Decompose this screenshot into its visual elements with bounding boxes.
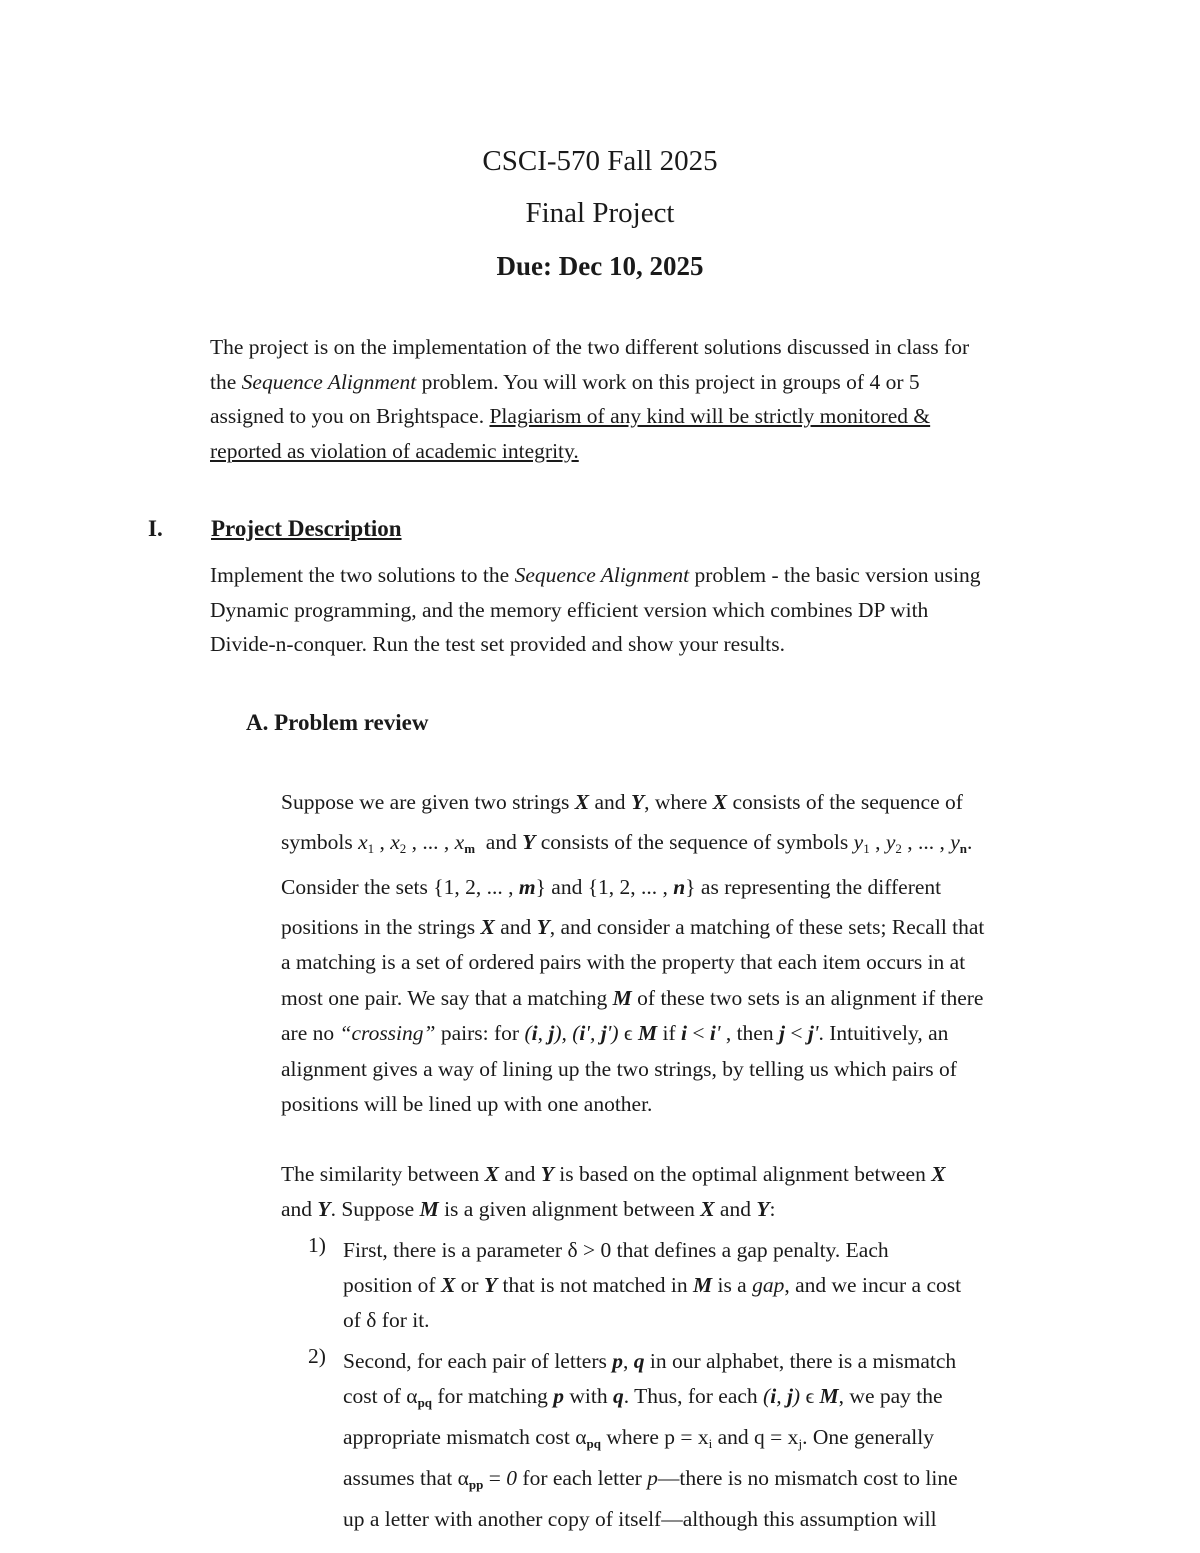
review-line: alignment gives a way of lining up the two strings, by telling us which pairs of xyxy=(281,1056,957,1081)
project-title: Final Project xyxy=(525,197,675,229)
similarity-paragraph xyxy=(281,1157,946,1227)
course-title: CSCI-570 Fall 2025 xyxy=(482,145,718,177)
review-line: Suppose we are given two strings X and Y, where X consists of the sequence of xyxy=(281,790,963,814)
list-line: appropriate mismatch cost $\alpha_{pq}$ where $p = x_i$ and $q = x_j$. One generally xyxy=(343,1425,934,1451)
list-line: assumes that $\alpha_{pp} = 0$ for each letter p—there is no mismatch cost to line xyxy=(343,1466,958,1492)
list-line: Second, for each pair of letters p, q in our alphabet, there is a mismatch xyxy=(343,1349,957,1373)
plagiarism-warning: Plagiarism of any kind will be strictly monitored & xyxy=(489,404,931,428)
review-line: are no “crossing” pairs: for (i, j), (i', j') ϵ M if i < i' , then j < j'. Intuitively, an xyxy=(281,1021,949,1045)
review-line: positions will be lined up with one another. xyxy=(281,1092,653,1116)
intro-line: the Sequence Alignment problem. You will work on this project in groups of 4 or 5 xyxy=(210,369,920,394)
list-line: up a letter with another copy of itself—although this assumption will xyxy=(343,1507,937,1531)
desc-line: Dynamic programming, and the memory efficient version which combines DP with xyxy=(210,597,929,622)
review-paragraph xyxy=(281,785,984,1123)
list-item xyxy=(343,1233,961,1338)
list-line: of δ for it. xyxy=(343,1308,430,1332)
desc-line: Implement the two solutions to the Sequence Alignment problem - the basic version using xyxy=(210,563,981,587)
subsection-title: A. Problem review xyxy=(246,710,429,735)
intro-line: The project is on the implementation of the two different solutions discussed in class for xyxy=(210,335,970,359)
review-line: positions in the strings X and Y, and consider a matching of these sets; Recall that xyxy=(281,914,985,939)
similarity-line: and Y. Suppose M is a given alignment between X and Y: xyxy=(281,1197,776,1221)
review-line: a matching is a set of ordered pairs with the property that each item occurs in at xyxy=(281,950,966,974)
similarity-line: The similarity between X and Y is based on the optimal alignment between X xyxy=(281,1162,946,1186)
plagiarism-warning-cont: reported as violation of academic integrity. xyxy=(210,438,579,463)
section-number: I. xyxy=(148,516,163,541)
list-line: position of X or Y that is not matched in M is a gap, and we incur a cost xyxy=(343,1273,962,1297)
review-line: most one pair. We say that a matching M of these two sets is an alignment if there xyxy=(281,985,984,1010)
list-line: cost of $\alpha_{pq}$ for matching p with q. Thus, for each (i, j) ϵ M, we pay the xyxy=(343,1384,943,1410)
section-description xyxy=(210,558,980,662)
section-title: Project Description xyxy=(211,516,402,541)
due-date: Due: Dec 10, 2025 xyxy=(496,251,704,281)
intro-line: assigned to you on Brightspace. Plagiarism of any kind will be strictly monitored & xyxy=(210,404,931,428)
review-line: symbols $x_1$ , $x_2$ , ... , $x_m$ and Y consists of the sequence of symbols $y_1$ , $y_2$ , ... , $y_n$. xyxy=(281,829,973,856)
intro-paragraph xyxy=(210,330,969,468)
list-number: 2) xyxy=(308,1344,326,1368)
list-line: First, there is a parameter δ > 0 that defines a gap penalty. Each xyxy=(343,1238,889,1262)
desc-line: Divide-n-conquer. Run the test set provided and show your results. xyxy=(210,632,786,656)
list-item xyxy=(343,1344,958,1537)
list-number: 1) xyxy=(308,1233,326,1257)
review-line: Consider the sets {1, 2, ... , m} and {1, 2, ... , n} as representing the different xyxy=(281,875,942,899)
